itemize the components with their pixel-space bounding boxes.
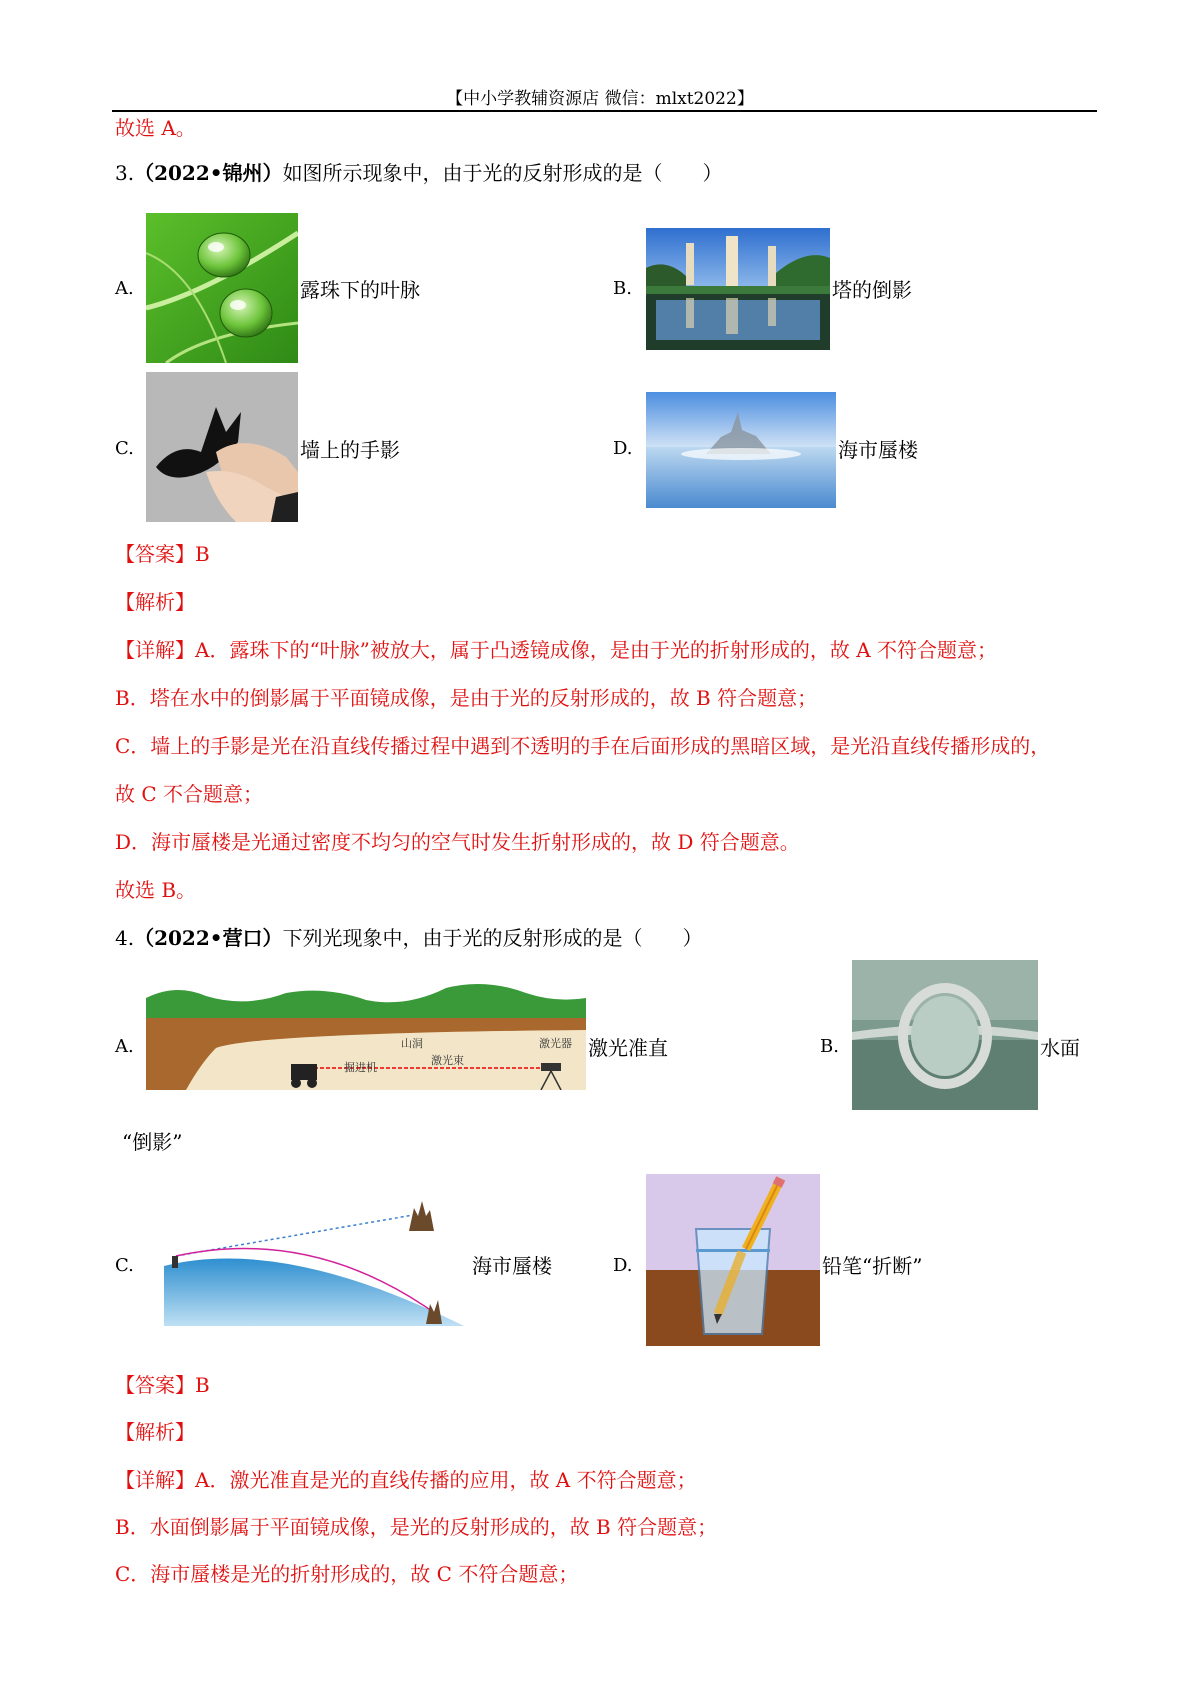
q4-option-d-image <box>646 1174 820 1346</box>
q4-option-d-caption: 铅笔“折断” <box>822 1254 923 1278</box>
q4-option-b-caption: 水面 <box>1040 1036 1080 1060</box>
tunnel-label-beam: 激光束 <box>431 1054 464 1067</box>
q3-detail-tag: 【详解】 <box>115 638 195 662</box>
q4-stem: 下列光现象中，由于光的反射形成的是（ ） <box>282 926 703 950</box>
q3-option-a-letter: A. <box>115 278 134 299</box>
mirage-diagram-icon <box>164 1186 464 1328</box>
q4-detail-text-1: A．激光准直是光的直线传播的应用，故 A 不符合题意； <box>195 1468 697 1492</box>
q3-source-dot: • <box>209 161 223 185</box>
q3-option-a-image <box>146 213 298 363</box>
q4-option-c-letter: C. <box>115 1255 134 1276</box>
q3-stem-line <box>115 160 723 186</box>
tunnel-label-cave: 山洞 <box>401 1037 423 1050</box>
q3-detail-line-2: B．塔在水中的倒影属于平面镜成像，是由于光的反射形成的，故 B 符合题意； <box>115 686 818 710</box>
prev-conclusion: 故选 A。 <box>115 116 196 140</box>
q4-detail-line-1 <box>115 1467 697 1493</box>
q3-option-b-image <box>646 228 830 350</box>
q4-answer-line <box>115 1372 210 1398</box>
tunnel-label-laser: 激光器 <box>539 1037 572 1050</box>
q4-source-place: 营口） <box>222 926 283 950</box>
q4-detail-line-2: B．水面倒影属于平面镜成像，是光的反射形成的，故 B 符合题意； <box>115 1515 718 1539</box>
q3-option-a-caption: 露珠下的叶脉 <box>300 278 420 302</box>
header-rule <box>112 110 1097 112</box>
q3-analysis-tag: 【解析】 <box>115 590 195 614</box>
leaf-dewdrop-icon <box>146 213 298 363</box>
q4-option-a-image <box>146 978 586 1090</box>
q3-answer-tag: 【答案】 <box>115 542 195 566</box>
q3-detail-line-4: 故 C 不合题意； <box>115 782 264 806</box>
q3-conclusion: 故选 B。 <box>115 878 197 902</box>
q3-stem: 如图所示现象中，由于光的反射形成的是（ ） <box>282 161 723 185</box>
q3-detail-line-1 <box>115 637 997 663</box>
q4-option-d-letter: D. <box>613 1255 633 1276</box>
q3-source-place: 锦州） <box>222 161 283 185</box>
q3-option-c-caption: 墙上的手影 <box>300 438 400 462</box>
q4-detail-tag: 【详解】 <box>115 1468 195 1492</box>
q3-answer-line <box>115 541 210 567</box>
tunnel-label-machine: 掘进机 <box>344 1061 377 1074</box>
q4-option-b-caption-cont: “倒影” <box>122 1130 183 1154</box>
q3-detail-line-5: D．海市蜃楼是光通过密度不均匀的空气时发生折射形成的，故 D 符合题意。 <box>115 830 800 854</box>
q4-analysis-tag: 【解析】 <box>115 1420 195 1444</box>
q3-detail-line-3: C．墙上的手影是光在沿直线传播过程中遇到不透明的手在后面形成的黑暗区域，是光沿直线传播形成的， <box>115 734 1051 758</box>
q3-answer: B <box>195 542 210 566</box>
q4-option-b-letter: B. <box>820 1036 839 1057</box>
q3-option-b-letter: B. <box>613 278 632 299</box>
q4-option-c-image <box>164 1186 464 1328</box>
pencil-in-glass-icon <box>646 1174 820 1346</box>
pagoda-reflection-icon <box>646 228 830 350</box>
q3-option-c-letter: C. <box>115 438 134 459</box>
q3-option-d-caption: 海市蜃楼 <box>838 438 918 462</box>
q4-option-b-image <box>852 960 1038 1110</box>
laser-tunnel-icon <box>146 978 586 1090</box>
q3-option-b-caption: 塔的倒影 <box>832 278 912 302</box>
q4-source-dot: • <box>209 926 223 950</box>
q3-option-d-letter: D. <box>613 438 633 459</box>
q4-stem-line <box>115 925 703 951</box>
q4-source-open: （2022 <box>134 926 210 950</box>
q3-number: 3. <box>115 161 135 185</box>
page-header: 【中小学教辅资源店 微信：mlxt2022】 <box>446 89 754 109</box>
q4-option-a-caption: 激光准直 <box>588 1036 668 1060</box>
q3-detail-text-1: A．露珠下的“叶脉”被放大，属于凸透镜成像，是由于光的折射形成的，故 A 不符合题意； <box>195 638 998 662</box>
q4-number: 4. <box>115 926 135 950</box>
hand-shadow-icon <box>146 372 298 522</box>
q3-option-c-image <box>146 372 298 522</box>
mirage-castle-icon <box>646 392 836 508</box>
q3-source-open: （2022 <box>134 161 210 185</box>
q4-answer-tag: 【答案】 <box>115 1373 195 1397</box>
q4-answer: B <box>195 1373 210 1397</box>
q3-option-d-image <box>646 392 836 508</box>
q4-option-a-letter: A. <box>115 1036 134 1057</box>
arch-bridge-reflection-icon <box>852 960 1038 1110</box>
q4-detail-line-3: C．海市蜃楼是光的折射形成的，故 C 不符合题意； <box>115 1562 579 1586</box>
q4-option-c-caption: 海市蜃楼 <box>472 1254 552 1278</box>
